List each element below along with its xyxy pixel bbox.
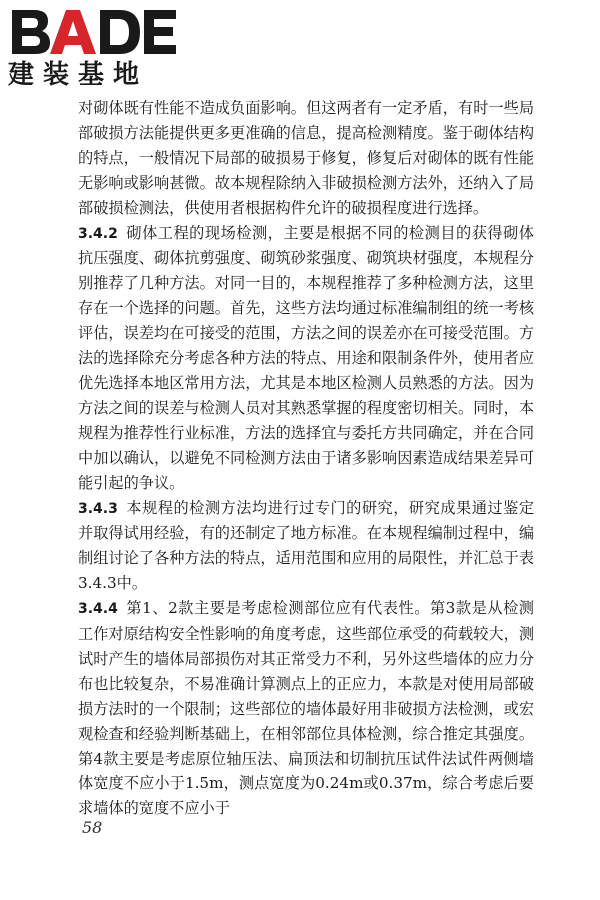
paragraph-3-4-2	[78, 221, 534, 496]
clause-number: 3.4.2	[78, 225, 118, 242]
paragraph-continued	[78, 96, 534, 221]
paragraph-text: 第1、2款主要是考虑检测部位应有代表性。第3款是从检测工作对原结构安全性影响的角度考虑，这些部位承受的荷载较大，测试时产生的墙体局部损伤对其正常受力不利，另外这些墙体的应力分布也比较复杂，不易准确计算测点上的正应力，本款是对使用局部破损方法时的一个限制；这些部位的墙体最好用非破损方法检测，或宏观检查和经验判断基础上，在相邻部位具体检测，综合推定其强度。第4款主要是考虑原位轴压法、扁顶法和切制抗压试件法试件两侧墙体宽度不应小于1.5m，测点宽度为0.24m或0.37m，综合考虑后要求墙体的宽度不应小于	[78, 599, 534, 818]
paragraph-text: 砌体工程的现场检测，主要是根据不同的检测目的获得砌体抗压强度、砌体抗剪强度、砌筑砂浆强度、砌筑块材强度，本规程分别推荐了几种方法。对同一目的，本规程推荐了多种检测方法，这里存在一个选择的问题。首先，这些方法均通过标准编制组的统一考核评估，误差均在可接受的范围，方法之间的误差亦在可接受范围。方法的选择除充分考虑各种方法的特点、用途和限制条件外，使用者应优先选择本地区常用方法，尤其是本地区检测人员熟悉的方法。因为方法之间的误差与检测人员对其熟悉掌握的程度密切相关。同时，本规程为推荐性行业标准，方法的选择宜与委托方共同确定，并在合同中加以确认，以避免不同检测方法由于诸多影响因素造成结果差异可能引起的争议。	[78, 223, 534, 492]
page-number: 58	[82, 818, 103, 837]
paragraph-text: 本规程的检测方法均进行过专门的研究，研究成果通过鉴定并取得试用经验，有的还制定了地方标准。在本规程编制过程中，编制组讨论了各种方法的特点，适用范围和应用的局限性，并汇总于表3.4.3中。	[78, 498, 534, 593]
bade-wordmark	[8, 6, 180, 58]
bade-logo	[8, 6, 180, 90]
document-body	[78, 96, 534, 821]
paragraph-3-4-3	[78, 496, 534, 597]
paragraph-3-4-4	[78, 596, 534, 821]
clause-number: 3.4.4	[78, 601, 118, 618]
logo-subtitle: 建装基地	[8, 60, 149, 90]
paragraph-text: 对砌体既有性能不造成负面影响。但这两者有一定矛盾，有时一些局部破损方法能提供更多更准确的信息，提高检测精度。鉴于砌体结构的特点，一般情况下局部的破损易于修复，修复后对砌体的既有性能无影响或影响甚微。故本规程除纳入非破损检测方法外，还纳入了局部破损检测法，供使用者根据构件允许的破损程度进行选择。	[78, 99, 534, 217]
clause-number: 3.4.3	[78, 500, 118, 517]
